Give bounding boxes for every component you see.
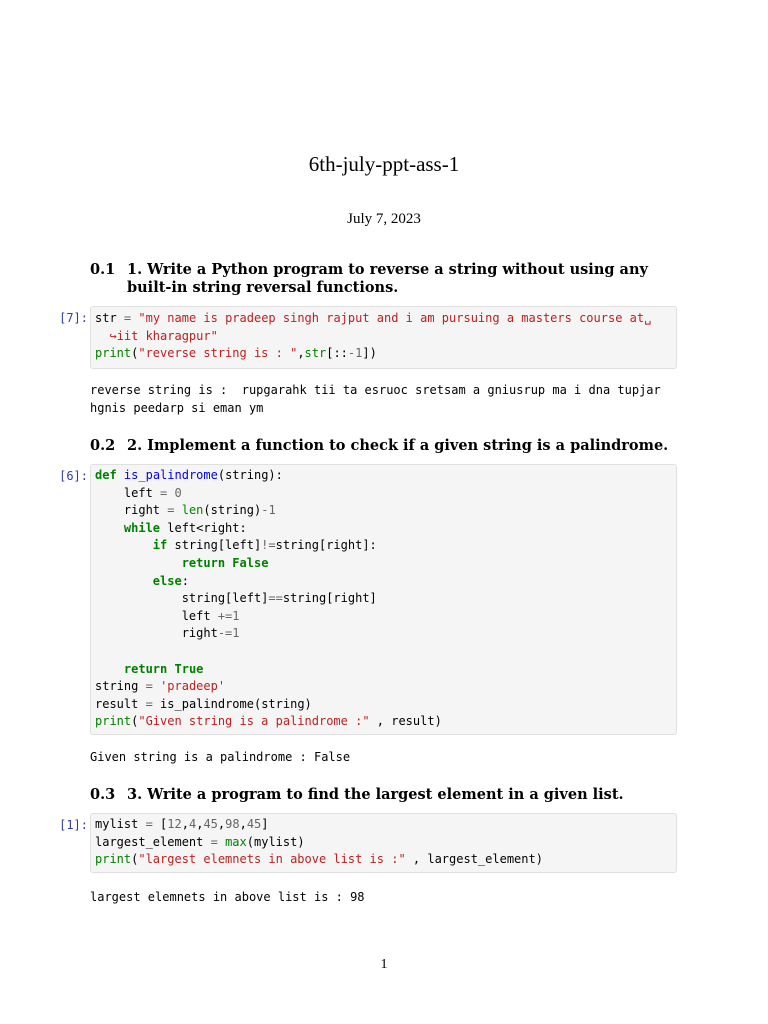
code-token: left (95, 608, 218, 623)
line-continuation-icon: ␣ (644, 311, 652, 325)
code-token: != (261, 538, 276, 553)
section-number: 0.3 (90, 786, 116, 803)
code-token: str (304, 346, 327, 361)
code-token: 45 (203, 817, 218, 831)
section-number: 0.2 (90, 437, 116, 454)
code-token: iit kharagpur" (116, 328, 218, 343)
code-token: max (225, 834, 247, 849)
code-token: string[left] (95, 591, 269, 606)
code-token: (string): (217, 468, 283, 482)
code-token: "reverse string is : " (138, 346, 298, 361)
cell-output (90, 381, 661, 417)
code-token: 1 (232, 608, 240, 623)
code-token: 98 (225, 817, 240, 831)
code-token: def (95, 468, 117, 482)
code-token: left (95, 485, 153, 500)
code-token: left<right: (160, 520, 247, 535)
code-token: -1 (347, 346, 363, 361)
code-token: True (174, 661, 204, 676)
code-token: while (123, 520, 161, 535)
code-token: 0 (174, 485, 182, 500)
code-token: len (181, 503, 204, 518)
cell-prompt: [6]: (59, 469, 88, 483)
line-wrap-arrow-icon: ↪ (109, 328, 117, 343)
code-token: 1 (232, 626, 240, 641)
code-token: 4 (188, 817, 197, 831)
section-number: 0.1 (90, 261, 116, 278)
code-token: string (95, 679, 139, 694)
code-token: is_palindrome (123, 468, 218, 482)
output-line: largest elemnets in above list is : 98 (90, 890, 365, 904)
code-block: mylist = [12,4,45,98,45] largest_element = max(mylist) print("largest elemnets in above list is :" , largest_element) (95, 817, 543, 867)
output-line: Given string is a palindrome : False (90, 750, 351, 764)
code-token: string[left] (167, 538, 262, 553)
code-token: if (152, 538, 168, 553)
code-token: False (232, 555, 269, 570)
code-token: right (95, 503, 161, 518)
code-token: mylist (95, 817, 139, 831)
section-text: 3. Write a program to find the largest element in a given list. (127, 786, 624, 803)
code-token: right (95, 626, 218, 641)
code-token: (string) (203, 503, 262, 518)
code-token: , (297, 346, 305, 361)
code-token: -= (217, 626, 233, 641)
page-number: 1 (380, 957, 388, 972)
section-heading-0-1 (90, 261, 690, 301)
code-token: 'pradeep' (160, 679, 226, 694)
cell-output (90, 888, 365, 906)
code-token: 12 (167, 817, 182, 831)
output-line: reverse string is : rupgarahk tii ta esruoc sretsam a gniusrup ma i dna tupjar (90, 383, 661, 397)
code-token: "largest elemnets in above list is :" (138, 852, 406, 867)
code-token: is_palindrome(string) (152, 696, 312, 711)
code-token: "my name is pradeep singh rajput and i am pursuing a masters course at (138, 311, 645, 325)
code-token: , result) (369, 714, 442, 729)
code-token: else (152, 573, 182, 588)
code-token: = (116, 311, 139, 325)
code-token: result (95, 696, 139, 711)
code-token: return (123, 661, 168, 676)
code-token: ]) (362, 346, 377, 361)
code-token: -1 (261, 503, 276, 518)
code-token: string[right]: (275, 538, 377, 553)
section-text: 2. Implement a function to check if a given string is a palindrome. (127, 437, 669, 454)
cell-prompt: [1]: (59, 818, 88, 832)
section-heading-0-2 (90, 437, 690, 457)
code-token: (mylist) (246, 834, 305, 849)
section-text: 1. Write a Python program to reverse a string without using any built-in string reversal functions. (127, 261, 648, 296)
section-heading-0-3 (90, 786, 690, 806)
code-token: , largest_element) (405, 852, 543, 867)
code-token: print (95, 714, 132, 729)
code-token: return (181, 555, 226, 570)
code-token: largest_element (95, 834, 204, 849)
document-title: 6th-july-ppt-ass-1 (308, 152, 460, 176)
cell-prompt: [7]: (59, 311, 88, 325)
code-block (95, 310, 651, 363)
code-token: 45 (246, 817, 262, 831)
output-line: hgnis peedarp si eman ym (90, 401, 264, 415)
code-token: += (217, 608, 233, 623)
code-token: str (95, 311, 117, 325)
code-token: ( (131, 346, 139, 361)
code-token: "Given string is a palindrome :" (138, 714, 370, 729)
document-date: July 7, 2023 (347, 211, 421, 227)
code-token: string[right] (282, 591, 377, 606)
code-token: == (268, 591, 283, 606)
code-token: [:: (326, 346, 348, 361)
code-token: print (95, 346, 132, 361)
code-block: def is_palindrome(string): left = 0 right = len(string)-1 while left<right: if string[left]!=string[right]: return False else: string[left]==string[right] left +=1 right-=1 return True string = 'pradeep' result = is_palindrome(string) print("Given string is a palindrome :" , result) (95, 468, 442, 729)
code-token: print (95, 852, 132, 867)
cell-output (90, 748, 350, 766)
